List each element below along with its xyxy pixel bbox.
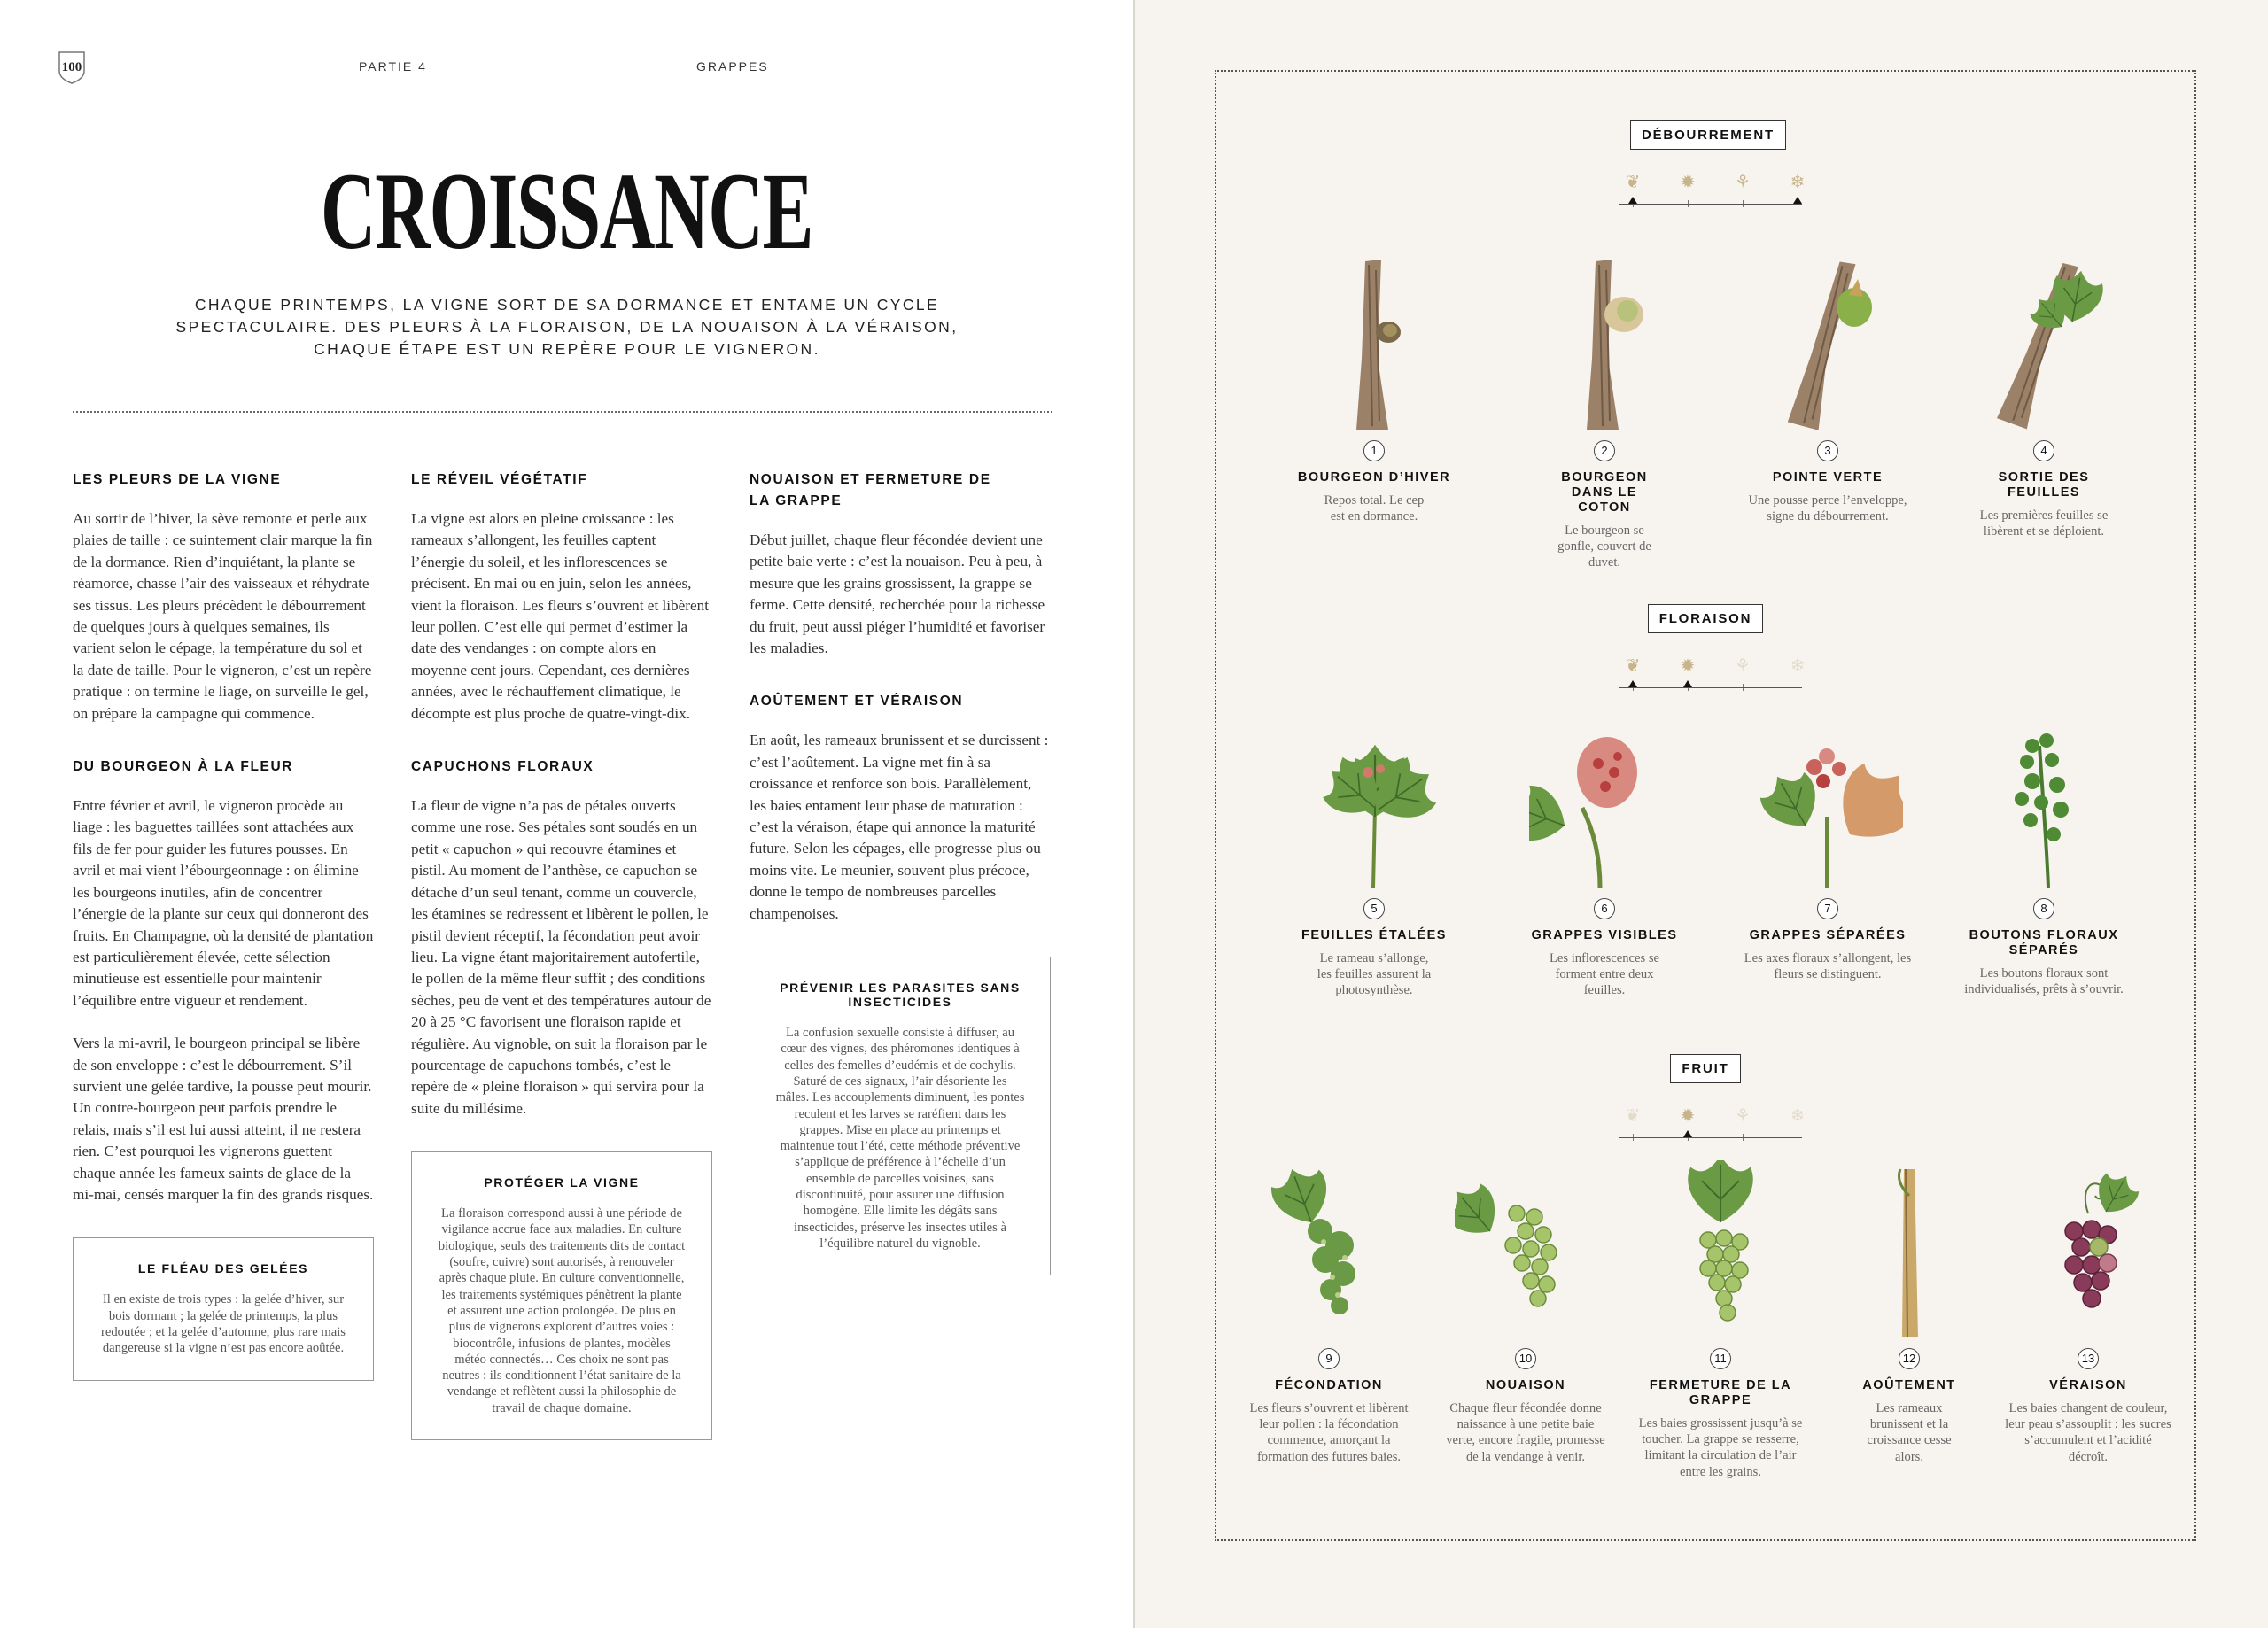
column-2 xyxy=(411,469,712,1440)
paragraph-aoutement: En août, les rameaux brunissent et se durcissent : c’est l’aoûtement. La vigne met fin à sa croissance et renforce son bois. Parallèlement, les baies entament leur phase de maturation : c’est la véraison, étape qui annonce la maturité future. Selon les cépages, elle progresse plus ou moins vite. Le meunier, souvent plus précoce, donne le tempo de nombreuses parcelles champenoises. xyxy=(750,732,1049,922)
running-head-part: PARTIE 4 xyxy=(359,59,427,74)
leaf-spring-icon: ❦ xyxy=(1625,1106,1641,1126)
column-3 xyxy=(750,469,1051,1275)
snowflake-winter-icon: ❄ xyxy=(1790,1106,1806,1126)
heading-bourgeon-fleur: DU BOURGEON À LA FLEUR xyxy=(73,759,294,775)
box-gelees xyxy=(73,1237,374,1380)
box-gelees-text: Il en existe de trois types : la gelée d’hiver, sur bois dormant ; la gelée de printemps, la plus redoutée ; et la gelée d’automne, plus rare mais dangereuse si la vigne n’est pas encore aoûtée. xyxy=(101,1292,346,1356)
heading-aoutement: AOÛTEMENT ET VÉRAISON xyxy=(750,694,964,709)
leaf-autumn-icon: ⚘ xyxy=(1735,1106,1751,1126)
timeline-bar xyxy=(1619,204,1802,205)
left-page xyxy=(0,0,1133,1628)
box-gelees-title: LE FLÉAU DES GELÉES xyxy=(137,1261,309,1276)
timeline-marker xyxy=(1683,680,1692,687)
stage-floraison-timeline xyxy=(1618,657,1804,693)
paragraph-nouaison: Début juillet, chaque fleur fécondée devient une petite baie verte : c’est la nouaison. Peu à peu, à mesure que les grains grossissent, la grappe se ferme. Cette densité, recherchée pour la richesse du fruit, peut aussi piéger l’humidité et favoriser les maladies. xyxy=(750,531,1045,657)
stage-item-12: 12 AOÛTEMENT Les rameaux brunissent et la croissance cesse alors. xyxy=(1825,1160,1993,1465)
snowflake-winter-icon: ❄ xyxy=(1790,173,1806,192)
stage-item-1: 1 BOURGEON D’HIVER Repos total. Le cep est en dormance. xyxy=(1290,252,1458,524)
snowflake-winter-icon: ❄ xyxy=(1790,656,1806,676)
page-number: 100 xyxy=(57,50,87,85)
timeline-marker xyxy=(1683,1130,1692,1137)
paragraph-debourrement: Vers la mi-avril, le bourgeon principal se libère de son enveloppe : c’est le débourrement. S’il survient une gelée tardive, la pousse peut mourir. Un contre-bourgeon peut parfois prendre le relais, mais s’il est lui aussi atteint, il ne restera rien. C’est pourquoi les vignerons guettent chaque année les fameux saints de glace de la mi-mai, censés marquer la fin des grands risques. xyxy=(73,1035,374,1203)
stage-item-11: 11 FERMETURE DE LA GRAPPE Les baies grossissent jusqu’à se toucher. La grappe se resserre, limitant la circulation de l’air entre les grains. xyxy=(1636,1160,1805,1480)
heading-capuchons: CAPUCHONS FLORAUX xyxy=(411,759,594,775)
stage-debourrement-label: DÉBOURREMENT xyxy=(1630,120,1781,150)
stage-fruit-timeline xyxy=(1618,1107,1804,1143)
timeline-marker xyxy=(1628,680,1637,687)
fertilization-icon xyxy=(1258,1160,1400,1337)
heading-reveil: LE RÉVEIL VÉGÉTATIF xyxy=(411,472,588,487)
heading-pleurs: LES PLEURS DE LA VIGNE xyxy=(73,472,282,487)
stage-item-5: 5 FEUILLES ÉTALÉES Le rameau s’allonge, les feuilles assurent la photosynthèse. xyxy=(1290,710,1458,999)
box-proteger-title: PROTÉGER LA VIGNE xyxy=(484,1175,640,1190)
paragraph-pleurs: Au sortir de l’hiver, la sève remonte et perle aux plaies de taille : ce suintement clair marque la fin de la dormance. Rien d’inquiétant, la plante se réamorce, chasse l’air des vaisseaux et réhydrate ses tissus. Les pleurs précèdent le débourrement de quelques jours à quelques semaines, ils varient selon le cépage, la température du sol et la date de taille. Pour le vigneron, c’est un repère pratique : on termine le liage, on surveille le gel, on prépare la campagne qui commence. xyxy=(73,510,373,722)
leaf-spring-icon: ❦ xyxy=(1625,173,1641,192)
sun-summer-icon: ✹ xyxy=(1680,173,1696,192)
fruit-set-icon xyxy=(1455,1160,1596,1337)
bud-cotton-icon xyxy=(1534,252,1675,430)
stage-item-4: 4 SORTIE DES FEUILLES Les premières feuilles se libèrent et se déploient. xyxy=(1960,252,2128,539)
stage-item-2: 2 BOURGEON DANS LE COTON Le bourgeon se gonfle, couvert de duvet. xyxy=(1520,252,1689,571)
running-head-section: GRAPPES xyxy=(696,59,769,74)
paragraph-capuchons: La fleur de vigne n’a pas de pétales ouverts comme une rose. Ses pétales sont soudés en un petit « capuchon » qui recouvre étamines et pistil. Au moment de l’anthèse, ce capuchon se détache d’un seul tenant, comme un couvercle, les étamines se redressent et libèrent le pollen, le pistil devient réceptif, la fécondation peut avoir lieu. La vigne étant majoritairement autofertile, le pollen de la même fleur suffit ; des conditions sèches, peu de vent et des températures autour de 20 à 25 °C favorisent une floraison rapide et régulière. Au vignoble, on suit la floraison par le pourcentage de capuchons tombés, c’est le repère de « pleine floraison » qui servira pour la suite du millésime. xyxy=(411,797,711,1117)
leaf-autumn-icon: ⚘ xyxy=(1735,656,1751,676)
box-parasites-title: PRÉVENIR LES PARASITES SANS INSECTICIDES xyxy=(780,981,1021,1010)
leaf-autumn-icon: ⚘ xyxy=(1735,173,1751,192)
leaves-out-icon xyxy=(1973,252,2115,430)
separated-clusters-icon xyxy=(1752,710,1903,888)
stage-item-13: 13 VÉRAISON Les baies changent de couleur, leur peau s’assouplit : les sucres s’accumulent et l’acidité décroît. xyxy=(2004,1160,2172,1465)
box-parasites xyxy=(750,957,1051,1275)
stage-floraison-label: FLORAISON xyxy=(1630,604,1781,633)
stage-item-6: 6 GRAPPES VISIBLES Les inflorescences se forment entre deux feuilles. xyxy=(1520,710,1689,999)
stage-item-3: 3 POINTE VERTE Une pousse perce l’enveloppe, signe du débourrement. xyxy=(1744,252,1912,524)
flower-buds-icon xyxy=(1969,710,2119,888)
sun-summer-icon: ✹ xyxy=(1680,656,1696,676)
stage-debourrement-timeline xyxy=(1618,174,1804,209)
box-proteger xyxy=(411,1151,712,1440)
page-title: CROISSANCE xyxy=(320,151,813,272)
column-1 xyxy=(73,469,374,1381)
spread-leaves-icon xyxy=(1299,710,1449,888)
box-parasites-text: La confusion sexuelle consiste à diffuser, au cœur des vignes, des phéromones identiques à celles des femelles d’eudémis et de cochylis. Saturé de ces signaux, l’air désoriente les mâles. Les accouplements diminuent, les pontes reculent et les larves se raréfient dans les grappes. Mise en place au printemps et maintenue tout l’été, cette méthode préventive s’applique de préférence à l’échelle d’un ensemble de parcelles voisines, sans discontinuité, pour assurer une diffusion homogène. Elle limite les dégâts sans insecticides, préserve les insectes utiles à l’équilibre naturel du vignoble. xyxy=(775,1026,1025,1251)
stage-item-8: 8 BOUTONS FLORAUX SÉPARÉS Les boutons floraux sont individualisés, prêts à s’ouvrir. xyxy=(1960,710,2128,997)
heading-nouaison: NOUAISON ET FERMETURE DE LA GRAPPE xyxy=(750,472,991,508)
lede: CHAQUE PRINTEMPS, LA VIGNE SORT DE SA DORMANCE ET ENTAME UN CYCLE SPECTACULAIRE. DES PLEURS À LA FLORAISON, DE LA NOUAISON À LA VÉRAISON, CHAQUE ÉTAPE EST UN REPÈRE POUR LE VIGNERON. xyxy=(175,296,959,358)
green-tip-icon xyxy=(1757,252,1899,430)
timeline-marker xyxy=(1793,197,1802,204)
timeline-marker xyxy=(1628,197,1637,204)
veraison-icon xyxy=(2017,1160,2159,1337)
stage-fruit-label: FRUIT xyxy=(1630,1054,1781,1083)
lignification-icon xyxy=(1856,1160,1962,1337)
paragraph-reveil: La vigne est alors en pleine croissance : les rameaux s’allongent, les feuilles captent l’énergie du soleil, et les inflorescences se précisent. En mai ou en juin, selon les années, vient la floraison. Les fleurs s’ouvrent et libèrent leur pollen. C’est elle qui permet d’estimer la date des vendanges : on compte alors en moyenne cent jours. Cependant, ces dernières années, avec le réchauffement climatique, le décompte est plus proche de quatre-vingt-dix. xyxy=(411,510,710,722)
bunch-closure-icon xyxy=(1650,1160,1791,1337)
visible-clusters-icon xyxy=(1529,710,1680,888)
stage-item-10: 10 NOUAISON Chaque fleur fécondée donne naissance à une petite baie verte, encore fragile, promesse de la vendange à venir. xyxy=(1441,1160,1610,1465)
stage-item-9: 9 FÉCONDATION Les fleurs s’ouvrent et libèrent leur pollen : la fécondation commence, amorçant la formation des futures baies. xyxy=(1245,1160,1413,1465)
sun-summer-icon: ✹ xyxy=(1680,1106,1696,1126)
timeline-bar xyxy=(1619,687,1802,688)
stage-item-7: 7 GRAPPES SÉPARÉES Les axes floraux s’allongent, les fleurs se distinguent. xyxy=(1744,710,1912,982)
bud-winter-icon xyxy=(1303,252,1445,430)
timeline-bar xyxy=(1619,1137,1802,1138)
box-proteger-text: La floraison correspond aussi à une période de vigilance accrue face aux maladies. En culture biologique, seuls des traitements dits de contact (soufre, cuivre) sont autorisés, à renouveler après chaque pluie. En culture conventionnelle, les traitements systémiques pénètrent la plante et assurent une action prolongée. De plus en plus de vignerons explorent d’autres voies : biocontrôle, infusions de plantes, modèles météo connectés… Ces choix ne sont pas neutres : ils conditionnent l’état sanitaire de la vendange et reflètent aussi la philosophie de travail de chaque domaine. xyxy=(438,1206,686,1415)
paragraph-liage: Entre février et avril, le vigneron procède au liage : les baguettes taillées sont attachées aux fils de fer pour guider les futures pousses. En avril et mai vient l’ébourgeonnage : on élimine les bourgeons inutiles, afin de concentrer l’énergie de la plante sur ceux qui donneront des fruits. En Champagne, où la densité de plantation est particulièrement élevée, cette sélection minutieuse est essentielle pour maintenir l’équilibre entre vigueur et rendement. xyxy=(73,797,374,1009)
dotted-divider xyxy=(73,411,1052,413)
leaf-spring-icon: ❦ xyxy=(1625,656,1641,676)
